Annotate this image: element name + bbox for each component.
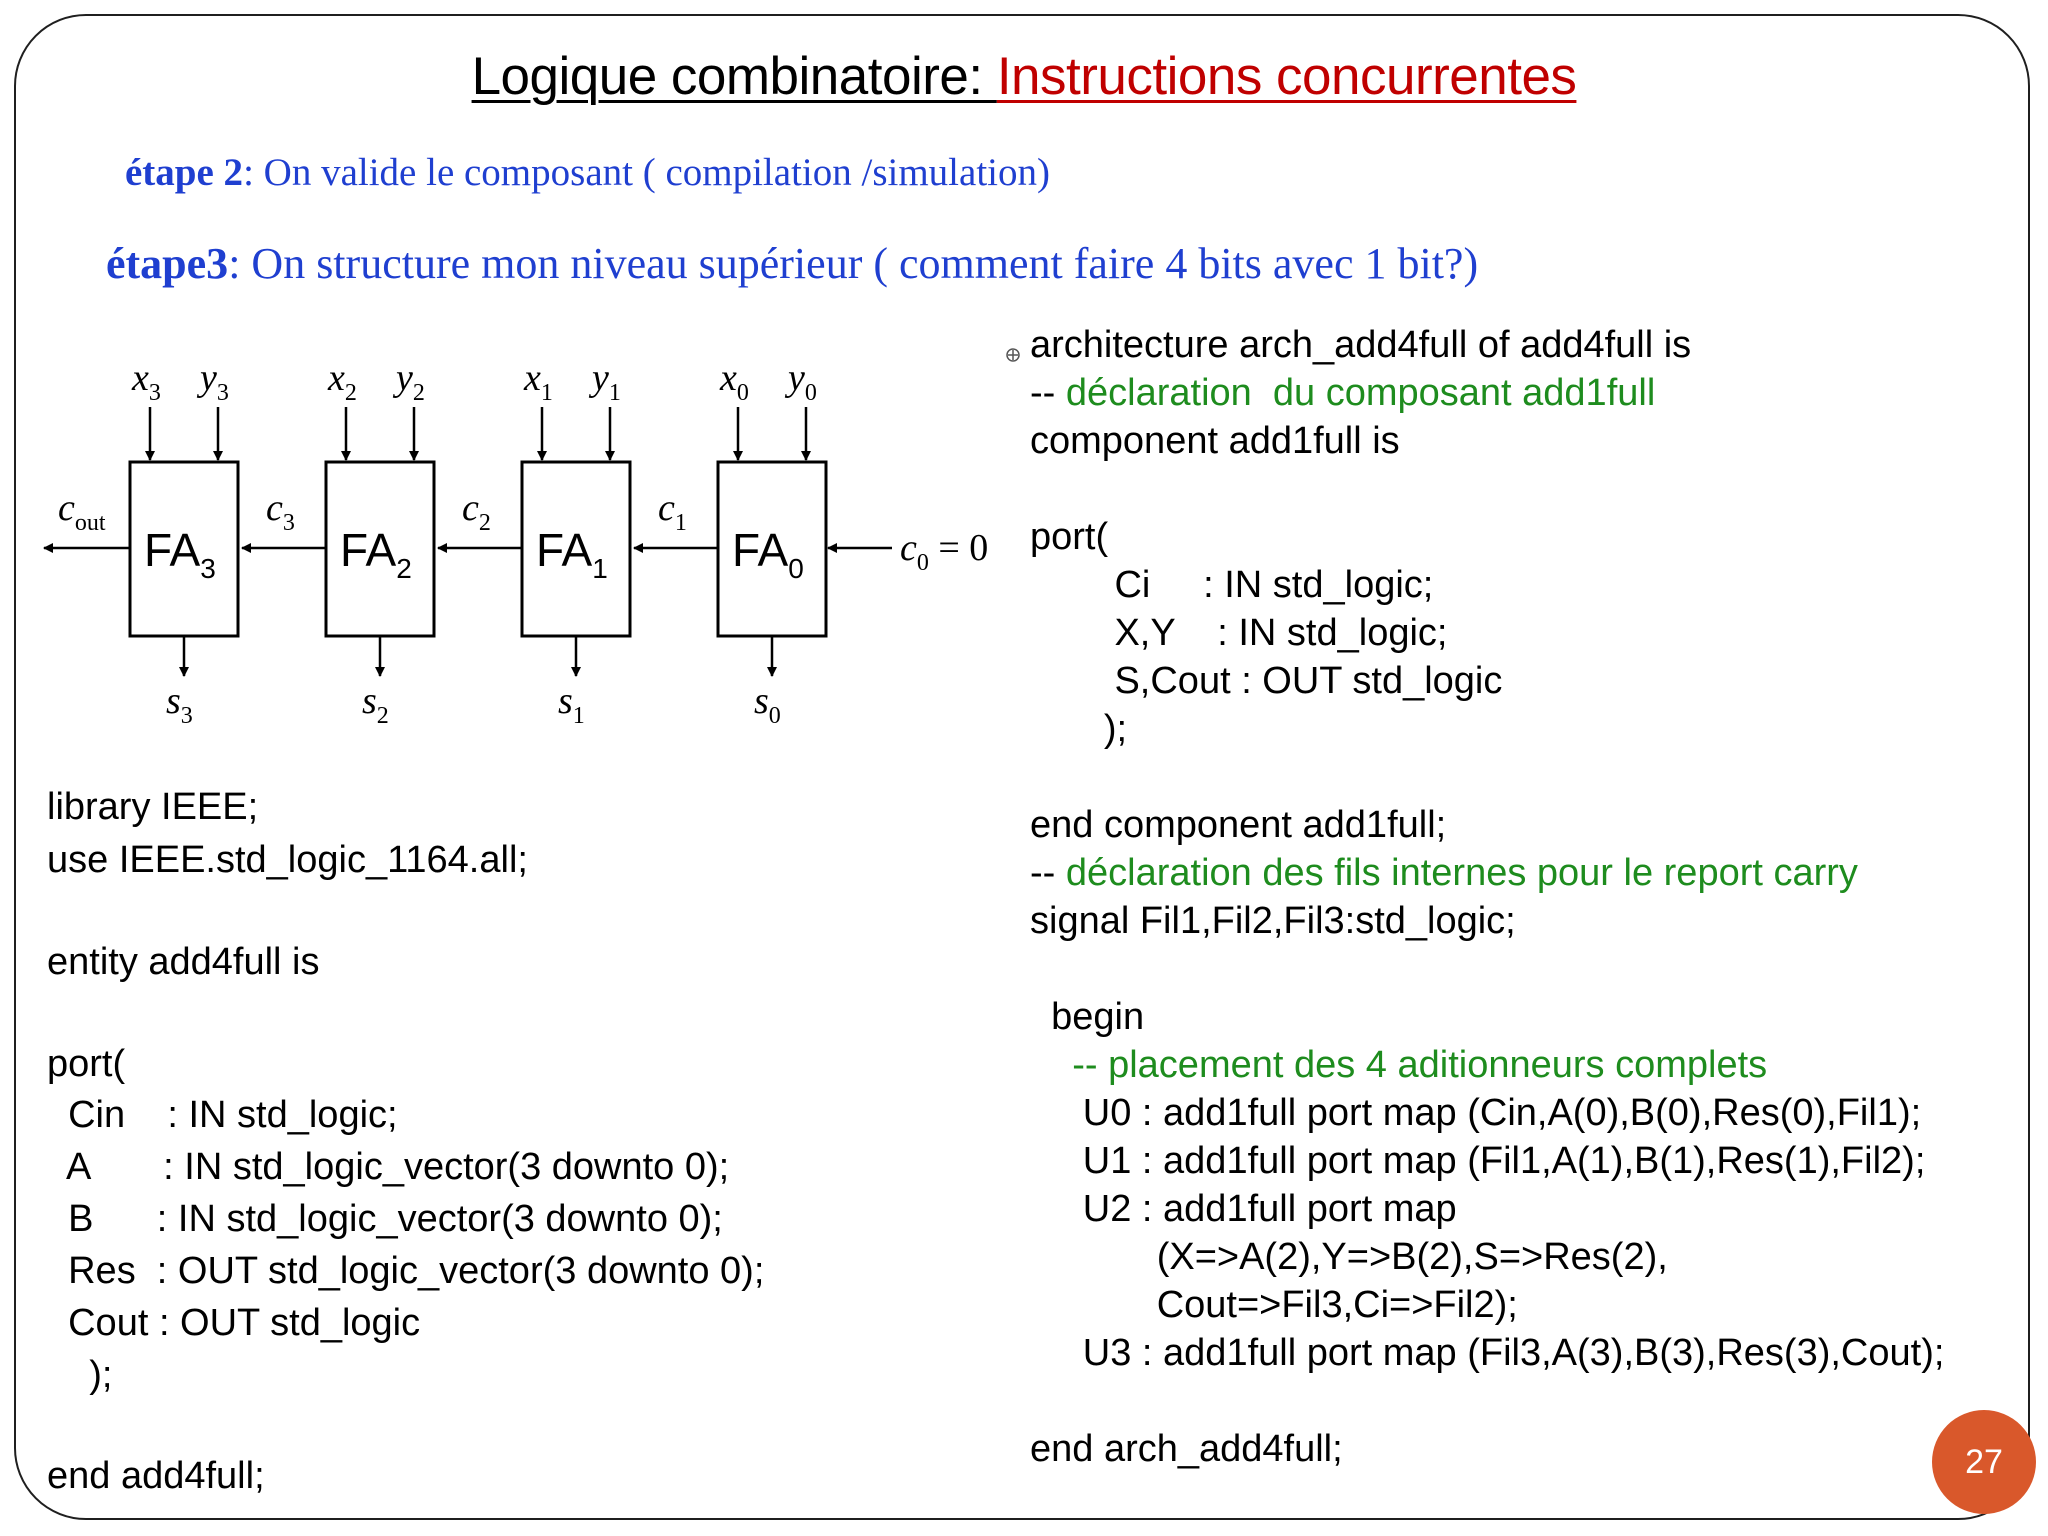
sum-var: s <box>362 680 377 722</box>
code-left-line: Res : OUT std_logic_vector(3 downto 0); <box>47 1250 765 1292</box>
input-x-sub: 0 <box>736 380 749 406</box>
input-y-label <box>784 357 817 406</box>
sum-sub: 3 <box>180 703 193 729</box>
code-right-line <box>1030 854 1858 892</box>
fa-name: FA <box>340 524 397 576</box>
code-text: Cout=>Fil3,Ci=>Fil2); <box>1030 1284 1518 1326</box>
code-right-line <box>1030 326 1691 364</box>
carry-var: c <box>462 487 479 529</box>
code-text: U3 : add1full port map (Fil3,A(3),B(3),Res(3),Cout); <box>1030 1332 1945 1374</box>
input-x-var: x <box>524 357 541 399</box>
fa-subscript: 2 <box>396 553 412 584</box>
step-3-label: étape3 <box>106 239 229 288</box>
carry-label <box>266 487 295 536</box>
sum-var: s <box>558 680 573 722</box>
code-left-line: library IEEE; <box>47 786 259 828</box>
input-y-sub: 2 <box>412 380 425 406</box>
carry-var: c <box>58 487 75 529</box>
code-text: -- <box>1030 852 1066 894</box>
code-left-line: B : IN std_logic_vector(3 downto 0); <box>47 1198 723 1240</box>
code-text: S,Cout : OUT std_logic <box>1030 660 1503 702</box>
sum-label <box>166 680 193 729</box>
code-text: U2 : add1full port map <box>1030 1188 1457 1230</box>
input-x-sub: 2 <box>344 380 357 406</box>
input-x-sub: 3 <box>148 380 161 406</box>
carry-sub: 3 <box>282 510 295 536</box>
code-right-line <box>1030 902 1516 940</box>
step-3-text: : On structure mon niveau supérieur ( comment faire 4 bits avec 1 bit?) <box>228 239 1479 288</box>
page-number-badge: 27 <box>1932 1410 2036 1514</box>
code-left-line: end add4full; <box>47 1455 265 1497</box>
code-text: begin <box>1030 996 1145 1038</box>
code-left-line: entity add4full is <box>47 941 320 983</box>
code-text: end arch_add4full; <box>1030 1428 1343 1470</box>
input-x-sub: 1 <box>540 380 553 406</box>
ripple-carry-adder-diagram <box>30 345 1010 735</box>
code-comment: déclaration des fils internes pour le report carry <box>1065 852 1858 894</box>
carry-label <box>658 487 687 536</box>
sum-label <box>362 680 389 729</box>
title-black: Logique combinatoire: <box>471 47 997 106</box>
code-right-line <box>1030 1430 1343 1468</box>
sum-var: s <box>166 680 181 722</box>
code-right-line <box>1030 566 1433 604</box>
carry-sub: 2 <box>478 510 491 536</box>
code-right-line <box>1030 1094 1921 1132</box>
input-x-label <box>523 357 553 406</box>
fa-name: FA <box>144 524 201 576</box>
code-text: architecture arch_add4full of add4full is <box>1030 324 1692 366</box>
sum-sub: 0 <box>768 703 781 729</box>
fa-subscript: 1 <box>592 553 608 584</box>
input-y-sub: 0 <box>804 380 817 406</box>
sum-var: s <box>754 680 769 722</box>
input-x-label <box>719 357 749 406</box>
code-right-line <box>1030 374 1655 412</box>
code-text: Ci : IN std_logic; <box>1030 564 1434 606</box>
input-y-label <box>196 357 229 406</box>
code-right-line <box>1030 1238 1668 1276</box>
code-left-line: A : IN std_logic_vector(3 downto 0); <box>47 1146 730 1188</box>
code-right-line <box>1030 1286 1518 1324</box>
code-text: port( <box>1030 516 1109 558</box>
move-cursor-icon <box>1005 347 1021 363</box>
code-comment: déclaration du composant add1full <box>1065 372 1656 414</box>
input-y-sub: 3 <box>216 380 229 406</box>
fa-subscript: 0 <box>788 553 804 584</box>
input-y-var: y <box>788 357 805 399</box>
sum-label <box>754 680 781 729</box>
input-x-var: x <box>132 357 149 399</box>
code-comment: -- placement des 4 aditionneurs complets <box>1072 1044 1768 1086</box>
fa-name: FA <box>732 524 789 576</box>
code-right-line <box>1030 662 1502 700</box>
input-x-label <box>131 357 161 406</box>
input-y-label <box>392 357 425 406</box>
input-x-var: x <box>720 357 737 399</box>
input-y-sub: 1 <box>608 380 621 406</box>
sum-sub: 1 <box>572 703 585 729</box>
code-text: (X=>A(2),Y=>B(2),S=>Res(2), <box>1030 1236 1668 1278</box>
title-red: Instructions concurrentes <box>996 47 1577 106</box>
carry-sub: out <box>74 510 106 536</box>
fa-subscript: 3 <box>200 553 216 584</box>
carry-in-var: c <box>900 527 917 569</box>
code-left-line: Cout : OUT std_logic <box>47 1302 421 1344</box>
input-y-var: y <box>592 357 609 399</box>
code-left-line: use IEEE.std_logic_1164.all; <box>47 839 528 881</box>
step-2-line <box>125 150 1050 195</box>
carry-label <box>58 487 106 536</box>
carry-var: c <box>266 487 283 529</box>
code-text: U1 : add1full port map (Fil1,A(1),B(1),Res(1),Fil2); <box>1030 1140 1926 1182</box>
step-3-line <box>106 238 1478 289</box>
slide-title <box>0 46 2048 107</box>
code-right-line <box>1030 518 1108 556</box>
fa-name: FA <box>536 524 593 576</box>
input-y-var: y <box>200 357 217 399</box>
code-text: ); <box>1030 708 1128 750</box>
code-left-line: port( <box>47 1043 126 1085</box>
code-right-line <box>1030 1334 1944 1372</box>
carry-in-sub: 0 <box>916 550 929 576</box>
code-right-line <box>1030 1190 1457 1228</box>
code-text: X,Y : IN std_logic; <box>1030 612 1448 654</box>
code-text: component add1full is <box>1030 420 1400 462</box>
step-2-label: étape 2 <box>125 151 244 194</box>
input-y-var: y <box>396 357 413 399</box>
code-text <box>1030 1044 1072 1086</box>
code-right-line <box>1030 614 1447 652</box>
code-text: signal Fil1,Fil2,Fil3:std_logic; <box>1030 900 1516 942</box>
sum-label <box>558 680 585 729</box>
carry-var: c <box>658 487 675 529</box>
code-right-line <box>1030 422 1400 460</box>
sum-sub: 2 <box>376 703 389 729</box>
code-right-line <box>1030 1142 1925 1180</box>
code-right-line <box>1030 998 1144 1036</box>
carry-label <box>462 487 491 536</box>
carry-in-label <box>900 527 988 576</box>
code-text: end component add1full; <box>1030 804 1447 846</box>
step-2-text: : On valide le composant ( compilation /simulation) <box>243 151 1050 194</box>
code-text: -- <box>1030 372 1066 414</box>
code-right-line <box>1030 710 1127 748</box>
code-text: U0 : add1full port map (Cin,A(0),B(0),Res(0),Fil1); <box>1030 1092 1922 1134</box>
input-x-var: x <box>328 357 345 399</box>
input-x-label <box>327 357 357 406</box>
code-right-line <box>1030 806 1446 844</box>
carry-in-value: = 0 <box>928 527 989 569</box>
code-left-line: ); <box>47 1354 113 1396</box>
input-y-label <box>588 357 621 406</box>
carry-sub: 1 <box>674 510 687 536</box>
code-right-line <box>1030 1046 1767 1084</box>
code-left-line: Cin : IN std_logic; <box>47 1094 398 1136</box>
